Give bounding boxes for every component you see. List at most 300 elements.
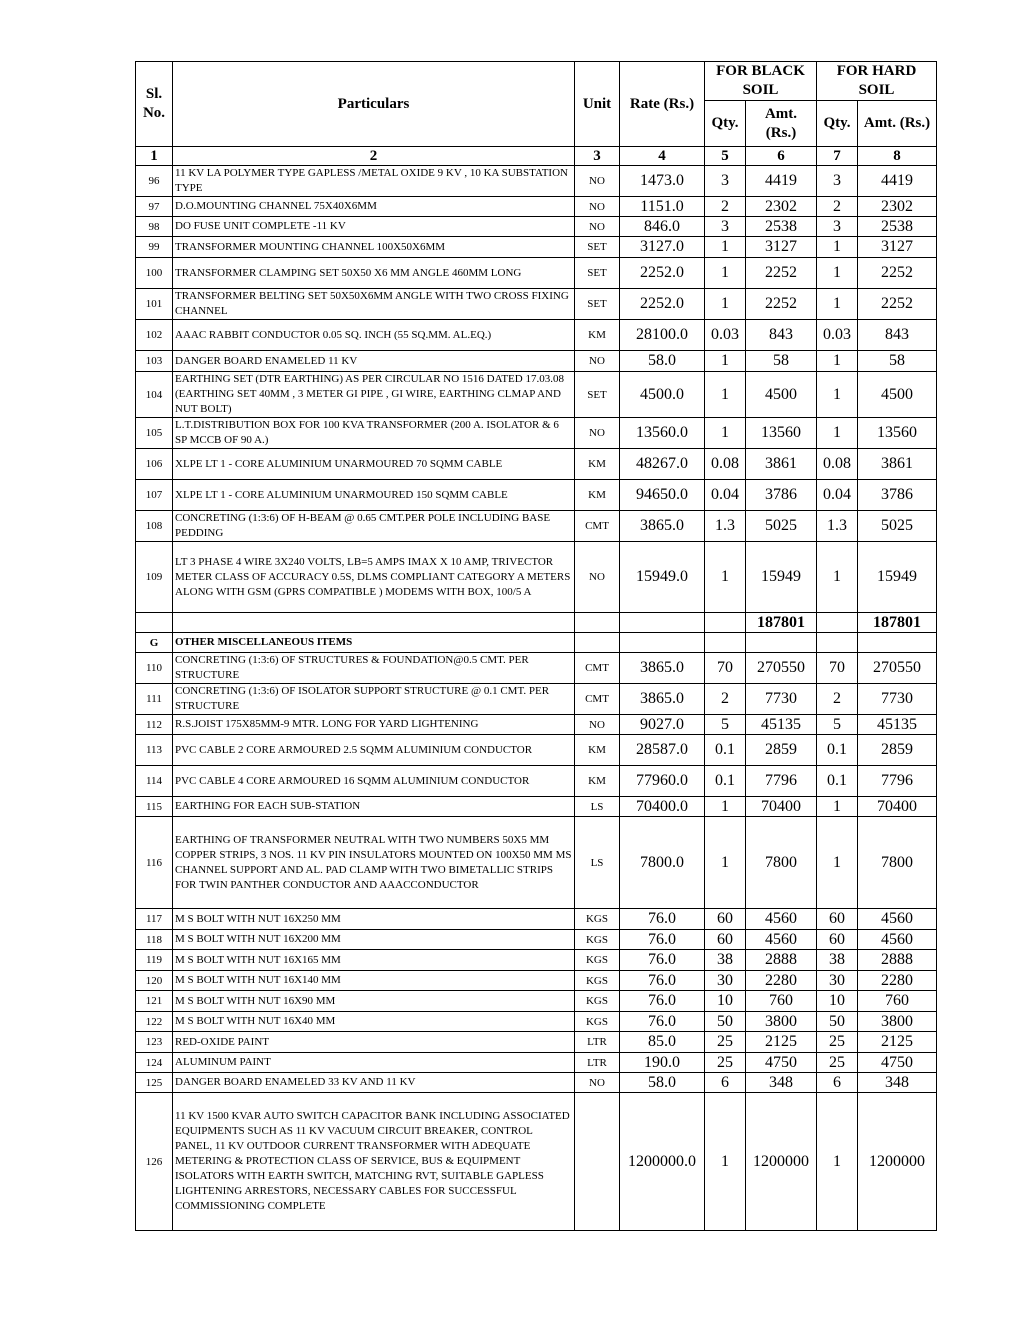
cell-amt-black: 45135: [746, 715, 817, 735]
cell-rate: 4500.0: [620, 372, 705, 418]
table-row: [136, 950, 937, 971]
cell-unit: NO: [575, 197, 620, 217]
cell-unit: NO: [575, 1073, 620, 1093]
header-qty-black: Qty.: [705, 101, 746, 147]
cell-unit: SET: [575, 372, 620, 418]
cell-qty-hard: 1: [817, 289, 858, 320]
cell-rate: 76.0: [620, 971, 705, 991]
cell-qty-hard: 5: [817, 715, 858, 735]
cell-unit: [575, 1093, 620, 1231]
cell-qty-black: 50: [705, 1012, 746, 1032]
cell-qty-hard: 25: [817, 1032, 858, 1053]
cell-rate: 76.0: [620, 950, 705, 971]
cell-sl-no: 118: [136, 930, 173, 950]
header-particulars: Particulars: [173, 62, 575, 147]
cell-qty-black: 2: [705, 684, 746, 715]
cell-qty-hard: 0.1: [817, 766, 858, 797]
header-sl-no: Sl. No.: [136, 62, 173, 147]
cell-unit: KGS: [575, 1012, 620, 1032]
cell-unit: LS: [575, 797, 620, 817]
cell-unit: CMT: [575, 684, 620, 715]
cell-amt-hard: 4750: [858, 1053, 937, 1073]
cell-unit: NO: [575, 715, 620, 735]
cell-amt-black: 3861: [746, 449, 817, 480]
cell-unit: KM: [575, 735, 620, 766]
cell-qty-black: 0.08: [705, 449, 746, 480]
table-row: [136, 1053, 937, 1073]
subtotal-qty-hard-cell: [817, 613, 858, 633]
cell-particulars: EARTHING OF TRANSFORMER NEUTRAL WITH TWO NUMBERS 50X5 MM COPPER STRIPS, 3 NOS. 11 KV PIN INSULATORS MOUNTED ON 100X50 MM MS CHANNEL SUPPORT AND AL. PAD CLAMP WITH TWO BIMETALLIC STRIPS FOR TWIN PANTHER CONDUCTOR AND AAACCONDUCTOR: [173, 817, 575, 909]
cell-sl-no: 124: [136, 1053, 173, 1073]
cell-qty-black: 60: [705, 930, 746, 950]
cell-particulars: CONCRETING (1:3:6) OF ISOLATOR SUPPORT STRUCTURE @ 0.1 CMT. PER STRUCTURE: [173, 684, 575, 715]
table-row: [136, 1073, 937, 1093]
cell-amt-hard: 45135: [858, 715, 937, 735]
cell-sl-no: 103: [136, 351, 173, 372]
cell-rate: 85.0: [620, 1032, 705, 1053]
cell-particulars: LT 3 PHASE 4 WIRE 3X240 VOLTS, LB=5 AMPS IMAX X 10 AMP, TRIVECTOR METER CLASS OF ACCURACY 0.5S, DLMS COMPLIANT CATEGORY A METERS ALONG WITH GSM (GPRS COMPATIBLE ) MODEMS WITH BOX, 100/5 A: [173, 542, 575, 613]
cell-qty-hard: 2: [817, 197, 858, 217]
cell-amt-hard: 3800: [858, 1012, 937, 1032]
cell-qty-hard: 0.1: [817, 735, 858, 766]
cell-unit: NO: [575, 351, 620, 372]
cell-qty-black: 25: [705, 1032, 746, 1053]
cell-amt-hard: 15949: [858, 542, 937, 613]
cell-amt-black: 3786: [746, 480, 817, 511]
cell-amt-hard: 4419: [858, 166, 937, 197]
cell-qty-hard: 60: [817, 930, 858, 950]
table-row: [136, 930, 937, 950]
cell-amt-black: 4560: [746, 909, 817, 930]
cell-amt-hard: 760: [858, 991, 937, 1012]
cell-unit: NO: [575, 542, 620, 613]
cell-amt-black: 2252: [746, 289, 817, 320]
cell-particulars: PVC CABLE 2 CORE ARMOURED 2.5 SQMM ALUMINIUM CONDUCTOR: [173, 735, 575, 766]
cell-qty-black: 1: [705, 418, 746, 449]
cell-amt-black: 2888: [746, 950, 817, 971]
cell-particulars: EARTHING FOR EACH SUB-STATION: [173, 797, 575, 817]
cell-qty-hard: 1: [817, 817, 858, 909]
cell-amt-hard: 2280: [858, 971, 937, 991]
cell-particulars: XLPE LT 1 - CORE ALUMINIUM UNARMOURED 70 SQMM CABLE: [173, 449, 575, 480]
cell-rate: 3865.0: [620, 684, 705, 715]
header-rate: Rate (Rs.): [620, 62, 705, 147]
table-row: [136, 817, 937, 909]
cell-rate: 846.0: [620, 217, 705, 237]
cell-unit: KM: [575, 449, 620, 480]
cell-amt-hard: 2252: [858, 258, 937, 289]
table-row: [136, 237, 937, 258]
cell-qty-hard: 1: [817, 258, 858, 289]
table-row: [136, 735, 937, 766]
table-row: [136, 684, 937, 715]
cell-sl-no: 110: [136, 653, 173, 684]
subtotal-amt-black: 187801: [746, 613, 817, 633]
table-row: [136, 766, 937, 797]
subtotal-unit-cell: [575, 613, 620, 633]
cell-particulars: RED-OXIDE PAINT: [173, 1032, 575, 1053]
cell-unit: KGS: [575, 930, 620, 950]
cell-particulars: R.S.JOIST 175X85MM-9 MTR. LONG FOR YARD LIGHTENING: [173, 715, 575, 735]
cell-sl-no: 112: [136, 715, 173, 735]
cell-amt-black: 3127: [746, 237, 817, 258]
cell-amt-black: 1200000: [746, 1093, 817, 1231]
table-row: [136, 1032, 937, 1053]
header-qty-hard: Qty.: [817, 101, 858, 147]
cell-unit: NO: [575, 166, 620, 197]
cell-amt-hard: 70400: [858, 797, 937, 817]
cell-unit: LS: [575, 817, 620, 909]
cell-particulars: M S BOLT WITH NUT 16X140 MM: [173, 971, 575, 991]
cell-particulars: L.T.DISTRIBUTION BOX FOR 100 KVA TRANSFORMER (200 A. ISOLATOR & 6 SP MCCB OF 90 A.): [173, 418, 575, 449]
table-row: [136, 715, 937, 735]
column-number: 3: [575, 147, 620, 166]
cell-amt-hard: 843: [858, 320, 937, 351]
header-black-soil: FOR BLACK SOIL: [705, 62, 817, 101]
cell-qty-black: 0.04: [705, 480, 746, 511]
cell-rate: 76.0: [620, 991, 705, 1012]
cell-rate: 3865.0: [620, 511, 705, 542]
cell-particulars: M S BOLT WITH NUT 16X90 MM: [173, 991, 575, 1012]
cell-amt-black: 270550: [746, 653, 817, 684]
subtotal-row: [136, 613, 937, 633]
cell-qty-hard: 0.04: [817, 480, 858, 511]
cell-sl-no: 126: [136, 1093, 173, 1231]
table-row: [136, 258, 937, 289]
cell-particulars: DANGER BOARD ENAMELED 11 KV: [173, 351, 575, 372]
cell-particulars: M S BOLT WITH NUT 16X250 MM: [173, 909, 575, 930]
cell-sl-no: 111: [136, 684, 173, 715]
header-hard-soil: FOR HARD SOIL: [817, 62, 937, 101]
cell-sl-no: 114: [136, 766, 173, 797]
table-row: [136, 289, 937, 320]
cell-sl-no: 113: [136, 735, 173, 766]
table-row: [136, 909, 937, 930]
cell-amt-hard: 3786: [858, 480, 937, 511]
table-row: [136, 971, 937, 991]
cell-amt-black: 13560: [746, 418, 817, 449]
column-number: 7: [817, 147, 858, 166]
cell-unit: KGS: [575, 991, 620, 1012]
cell-qty-black: 1: [705, 351, 746, 372]
cell-amt-black: 2280: [746, 971, 817, 991]
cell-unit: SET: [575, 237, 620, 258]
table-row: [136, 418, 937, 449]
cell-amt-hard: 2859: [858, 735, 937, 766]
cell-rate: 190.0: [620, 1053, 705, 1073]
cell-amt-black: 2538: [746, 217, 817, 237]
cell-rate: 1473.0: [620, 166, 705, 197]
cell-rate: 13560.0: [620, 418, 705, 449]
column-number-row: [136, 147, 937, 166]
cell-sl-no: 104: [136, 372, 173, 418]
subtotal-section: [136, 613, 937, 653]
cell-particulars: TRANSFORMER CLAMPING SET 50X50 X6 MM ANGLE 460MM LONG: [173, 258, 575, 289]
cell-rate: 76.0: [620, 909, 705, 930]
cell-amt-black: 843: [746, 320, 817, 351]
cell-qty-black: 10: [705, 991, 746, 1012]
cell-qty-black: 2: [705, 197, 746, 217]
cell-amt-hard: 2302: [858, 197, 937, 217]
cell-rate: 2252.0: [620, 258, 705, 289]
group-sl: G: [136, 633, 173, 653]
cell-sl-no: 116: [136, 817, 173, 909]
cell-sl-no: 123: [136, 1032, 173, 1053]
cell-qty-black: 1: [705, 237, 746, 258]
column-number: 2: [173, 147, 575, 166]
cell-amt-hard: 3861: [858, 449, 937, 480]
cell-amt-hard: 5025: [858, 511, 937, 542]
group-heading-row: [136, 633, 937, 653]
cell-unit: LTR: [575, 1032, 620, 1053]
cell-rate: 48267.0: [620, 449, 705, 480]
items-section-b: [136, 653, 937, 1231]
table-row: [136, 991, 937, 1012]
cell-sl-no: 106: [136, 449, 173, 480]
cell-qty-black: 3: [705, 166, 746, 197]
table-row: [136, 797, 937, 817]
cell-rate: 58.0: [620, 1073, 705, 1093]
cell-amt-black: 2302: [746, 197, 817, 217]
cell-unit: NO: [575, 217, 620, 237]
cell-qty-hard: 70: [817, 653, 858, 684]
cell-particulars: PVC CABLE 4 CORE ARMOURED 16 SQMM ALUMINIUM CONDUCTOR: [173, 766, 575, 797]
cell-unit: SET: [575, 258, 620, 289]
cell-sl-no: 96: [136, 166, 173, 197]
subtotal-qty-black-cell: [705, 613, 746, 633]
cell-sl-no: 107: [136, 480, 173, 511]
table-row: [136, 511, 937, 542]
table-row: [136, 1093, 937, 1231]
cell-qty-hard: 1: [817, 1093, 858, 1231]
cell-amt-black: 760: [746, 991, 817, 1012]
cell-particulars: XLPE LT 1 - CORE ALUMINIUM UNARMOURED 150 SQMM CABLE: [173, 480, 575, 511]
cell-amt-black: 4560: [746, 930, 817, 950]
cell-qty-black: 0.1: [705, 766, 746, 797]
cell-particulars: CONCRETING (1:3:6) OF STRUCTURES & FOUNDATION@0.5 CMT. PER STRUCTURE: [173, 653, 575, 684]
cell-rate: 2252.0: [620, 289, 705, 320]
cell-rate: 15949.0: [620, 542, 705, 613]
cell-amt-hard: 7796: [858, 766, 937, 797]
cell-amt-black: 58: [746, 351, 817, 372]
cell-qty-hard: 1: [817, 418, 858, 449]
cell-unit: NO: [575, 418, 620, 449]
cell-qty-black: 0.1: [705, 735, 746, 766]
column-number: 4: [620, 147, 705, 166]
cell-qty-black: 1.3: [705, 511, 746, 542]
cell-sl-no: 99: [136, 237, 173, 258]
cell-unit: CMT: [575, 511, 620, 542]
cell-qty-black: 1: [705, 258, 746, 289]
header-amt-hard: Amt. (Rs.): [858, 101, 937, 147]
cell-amt-black: 4750: [746, 1053, 817, 1073]
cell-amt-hard: 4560: [858, 930, 937, 950]
group-title: OTHER MISCELLANEOUS ITEMS: [173, 633, 575, 653]
cell-particulars: 11 KV LA POLYMER TYPE GAPLESS /METAL OXIDE 9 KV , 10 KA SUBSTATION TYPE: [173, 166, 575, 197]
cell-amt-hard: 7730: [858, 684, 937, 715]
cell-amt-hard: 4560: [858, 909, 937, 930]
cell-unit: CMT: [575, 653, 620, 684]
cell-rate: 9027.0: [620, 715, 705, 735]
cell-amt-hard: 58: [858, 351, 937, 372]
cell-qty-black: 5: [705, 715, 746, 735]
cell-qty-black: 3: [705, 217, 746, 237]
cell-amt-hard: 2125: [858, 1032, 937, 1053]
cell-amt-hard: 1200000: [858, 1093, 937, 1231]
cell-qty-black: 1: [705, 542, 746, 613]
table-row: [136, 372, 937, 418]
cell-qty-hard: 30: [817, 971, 858, 991]
cell-amt-black: 2252: [746, 258, 817, 289]
cell-qty-black: 0.03: [705, 320, 746, 351]
cell-qty-hard: 1.3: [817, 511, 858, 542]
column-number: 8: [858, 147, 937, 166]
cell-particulars: AAAC RABBIT CONDUCTOR 0.05 SQ. INCH (55 SQ.MM. AL.EQ.): [173, 320, 575, 351]
cell-qty-black: 30: [705, 971, 746, 991]
group-empty-cell: [858, 633, 937, 653]
cell-qty-hard: 6: [817, 1073, 858, 1093]
cell-qty-black: 25: [705, 1053, 746, 1073]
table-row: [136, 351, 937, 372]
cell-rate: 58.0: [620, 351, 705, 372]
cell-amt-black: 70400: [746, 797, 817, 817]
cell-particulars: DO FUSE UNIT COMPLETE -11 KV: [173, 217, 575, 237]
cell-sl-no: 109: [136, 542, 173, 613]
cell-qty-hard: 1: [817, 797, 858, 817]
cell-rate: 28100.0: [620, 320, 705, 351]
cell-amt-black: 3800: [746, 1012, 817, 1032]
cell-amt-black: 15949: [746, 542, 817, 613]
cell-qty-black: 1: [705, 372, 746, 418]
cell-sl-no: 97: [136, 197, 173, 217]
cell-amt-black: 2125: [746, 1032, 817, 1053]
column-number: 5: [705, 147, 746, 166]
cell-qty-black: 1: [705, 289, 746, 320]
cell-qty-hard: 1: [817, 372, 858, 418]
cell-particulars: M S BOLT WITH NUT 16X165 MM: [173, 950, 575, 971]
cell-rate: 3127.0: [620, 237, 705, 258]
cell-amt-hard: 13560: [858, 418, 937, 449]
cell-sl-no: 121: [136, 991, 173, 1012]
cell-unit: SET: [575, 289, 620, 320]
cell-amt-hard: 2538: [858, 217, 937, 237]
group-empty-cell: [817, 633, 858, 653]
cell-qty-black: 60: [705, 909, 746, 930]
column-number: 6: [746, 147, 817, 166]
header-amt-black: Amt. (Rs.): [746, 101, 817, 147]
cell-qty-black: 1: [705, 797, 746, 817]
cell-unit: KGS: [575, 950, 620, 971]
table-row: [136, 653, 937, 684]
cell-qty-hard: 0.08: [817, 449, 858, 480]
table-row: [136, 217, 937, 237]
cell-qty-hard: 3: [817, 217, 858, 237]
subtotal-sl-cell: [136, 613, 173, 633]
cell-sl-no: 100: [136, 258, 173, 289]
cell-amt-black: 7800: [746, 817, 817, 909]
cell-qty-black: 6: [705, 1073, 746, 1093]
cell-rate: 76.0: [620, 930, 705, 950]
cell-amt-hard: 3127: [858, 237, 937, 258]
cell-qty-hard: 0.03: [817, 320, 858, 351]
cell-rate: 70400.0: [620, 797, 705, 817]
table-row: [136, 197, 937, 217]
cell-amt-hard: 2888: [858, 950, 937, 971]
cell-sl-no: 122: [136, 1012, 173, 1032]
cell-amt-hard: 270550: [858, 653, 937, 684]
table-row: [136, 480, 937, 511]
cell-particulars: CONCRETING (1:3:6) OF H-BEAM @ 0.65 CMT.PER POLE INCLUDING BASE PEDDING: [173, 511, 575, 542]
cell-particulars: M S BOLT WITH NUT 16X40 MM: [173, 1012, 575, 1032]
table-row: [136, 449, 937, 480]
group-empty-cell: [575, 633, 620, 653]
cell-unit: KGS: [575, 909, 620, 930]
cell-amt-black: 2859: [746, 735, 817, 766]
cell-qty-hard: 60: [817, 909, 858, 930]
cell-qty-black: 70: [705, 653, 746, 684]
cell-qty-black: 1: [705, 817, 746, 909]
cell-sl-no: 105: [136, 418, 173, 449]
cell-qty-hard: 10: [817, 991, 858, 1012]
cell-rate: 77960.0: [620, 766, 705, 797]
cell-rate: 3865.0: [620, 653, 705, 684]
cell-qty-black: 1: [705, 1093, 746, 1231]
cell-unit: KM: [575, 480, 620, 511]
cell-unit: KM: [575, 766, 620, 797]
cell-sl-no: 119: [136, 950, 173, 971]
cell-qty-hard: 1: [817, 351, 858, 372]
cell-sl-no: 98: [136, 217, 173, 237]
cell-particulars: 11 KV 1500 KVAR AUTO SWITCH CAPACITOR BANK INCLUDING ASSOCIATED EQUIPMENTS SUCH AS 11 KV VACUUM CIRCUIT BREAKER, CONTROL PANEL, 11 KV OUTDOOR CURRENT TRANSFORMER WITH ADEQUATE METERING & PROTECTION CLASS OF SERVICE, BUS & EQUIPMENT ISOLATORS WITH EARTH SWITCH, MATCHING RVT, SUITABLE GAPLESS LIGHTENING ARRESTORS, NECESSARY CABLES FOR SUCCESSFUL COMMISSIONING COMPLETE: [173, 1093, 575, 1231]
table-row: [136, 1012, 937, 1032]
subtotal-rate-cell: [620, 613, 705, 633]
cell-rate: 1200000.0: [620, 1093, 705, 1231]
cell-amt-black: 7796: [746, 766, 817, 797]
cell-sl-no: 120: [136, 971, 173, 991]
cell-amt-hard: 2252: [858, 289, 937, 320]
cell-qty-hard: 1: [817, 542, 858, 613]
cell-particulars: D.O.MOUNTING CHANNEL 75X40X6MM: [173, 197, 575, 217]
column-number: 1: [136, 147, 173, 166]
cell-sl-no: 108: [136, 511, 173, 542]
cell-qty-hard: 1: [817, 237, 858, 258]
cell-amt-black: 4500: [746, 372, 817, 418]
table-row: [136, 542, 937, 613]
cell-particulars: EARTHING SET (DTR EARTHING) AS PER CIRCULAR NO 1516 DATED 17.03.08 (EARTHING SET 40MM , 3 METER GI PIPE , GI WIRE, EARTHING CLMAP AND NUT BOLT): [173, 372, 575, 418]
cell-particulars: TRANSFORMER BELTING SET 50X50X6MM ANGLE WITH TWO CROSS FIXING CHANNEL: [173, 289, 575, 320]
cell-particulars: TRANSFORMER MOUNTING CHANNEL 100X50X6MM: [173, 237, 575, 258]
cell-rate: 94650.0: [620, 480, 705, 511]
subtotal-amt-hard: 187801: [858, 613, 937, 633]
cell-qty-hard: 3: [817, 166, 858, 197]
cell-amt-black: 348: [746, 1073, 817, 1093]
table-row: [136, 320, 937, 351]
cell-particulars: ALUMINUM PAINT: [173, 1053, 575, 1073]
cell-sl-no: 101: [136, 289, 173, 320]
cell-sl-no: 102: [136, 320, 173, 351]
cell-amt-black: 5025: [746, 511, 817, 542]
cell-qty-hard: 50: [817, 1012, 858, 1032]
cell-rate: 1151.0: [620, 197, 705, 217]
cell-rate: 7800.0: [620, 817, 705, 909]
group-empty-cell: [746, 633, 817, 653]
group-empty-cell: [705, 633, 746, 653]
cell-unit: LTR: [575, 1053, 620, 1073]
cell-qty-hard: 38: [817, 950, 858, 971]
cell-particulars: M S BOLT WITH NUT 16X200 MM: [173, 930, 575, 950]
cell-particulars: DANGER BOARD ENAMELED 33 KV AND 11 KV: [173, 1073, 575, 1093]
cell-sl-no: 115: [136, 797, 173, 817]
